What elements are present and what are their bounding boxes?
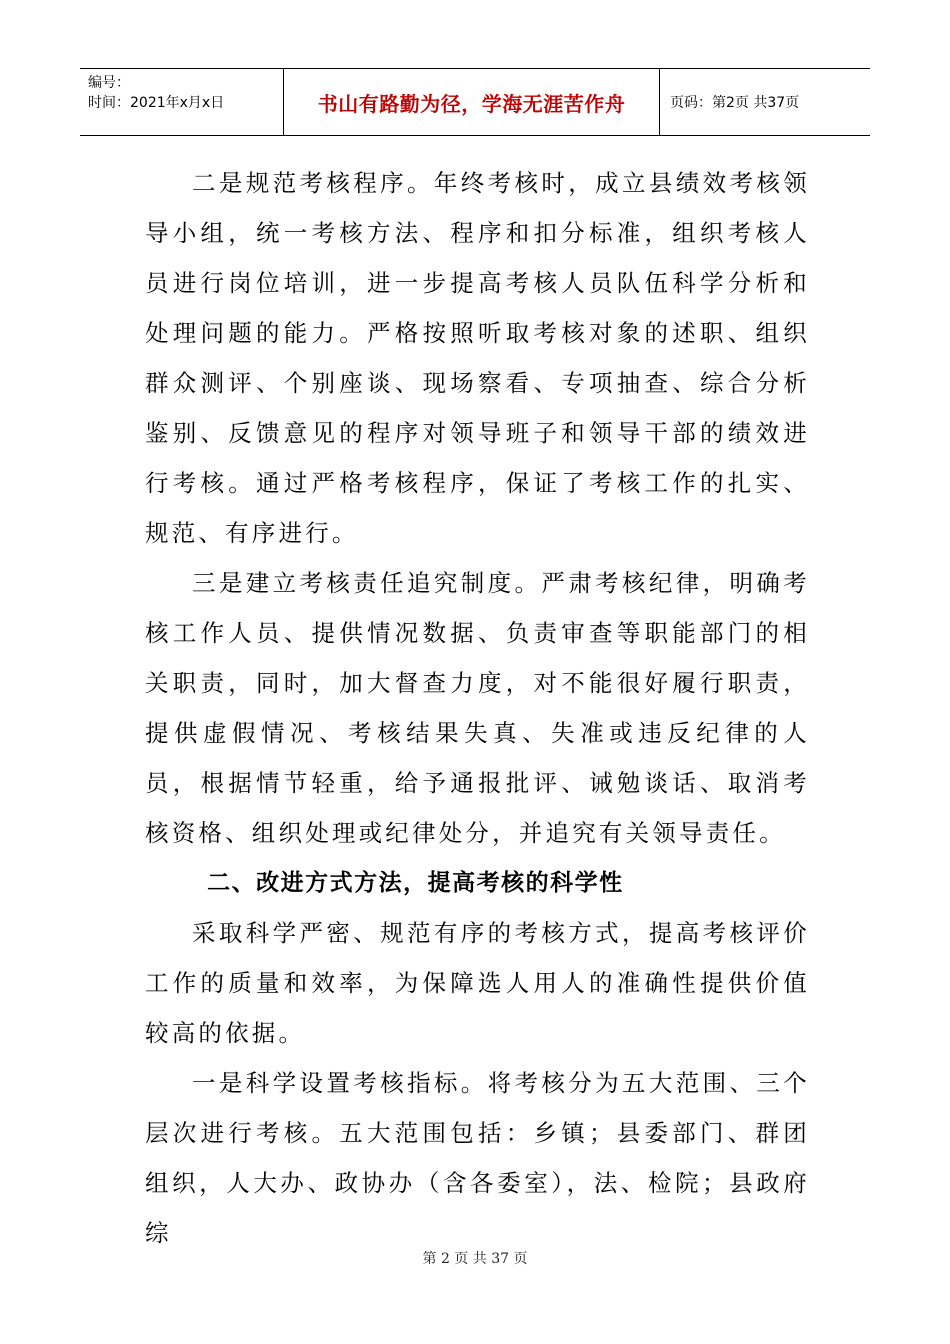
document-body [145, 158, 810, 1258]
paragraph-method-intro: 采取科学严密、规范有序的考核方式，提高考核评价工作的质量和效率，为保障选人用人的准确性提供价值较高的依据。 [145, 919, 810, 1047]
header-meta [80, 69, 284, 135]
motto-text: 书山有路勤为径，学海无涯苦作舟 [317, 91, 626, 116]
page-footer: 第 2 页 共 37 页 [422, 1251, 528, 1267]
section-heading: 二、改进方式方法，提高考核的科学性 [207, 870, 624, 896]
page-info: 页码：第2页 共37页 [670, 95, 800, 111]
paragraph-accountability: 三是建立考核责任追究制度。严肃考核纪律，明确考核工作人员、提供情况数据、负责审查等职能部门的相关职责，同时，加大督查力度，对不能很好履行职责，提供虚假情况、考核结果失真、失准或违反纪律的人员，根据情节轻重，给予通报批评、诫勉谈话、取消考核资格、组织处理或纪律处分，并追究有关领导责任。 [145, 569, 810, 847]
header-page-cell [660, 69, 870, 135]
paragraph-indicators: 一是科学设置考核指标。将考核分为五大范围、三个层次进行考核。五大范围包括：乡镇；县委部门、群团组织，人大办、政协办（含各委室），法、检院；县政府综 [145, 1069, 810, 1247]
time-label: 时间：2021年x月x日 [88, 95, 225, 111]
document-header [80, 68, 870, 136]
paragraph-procedure: 二是规范考核程序。年终考核时，成立县绩效考核领导小组，统一考核方法、程序和扣分标准，组织考核人员进行岗位培训，进一步提高考核人员队伍科学分析和处理问题的能力。严格按照听取考核对象的述职、组织群众测评、个别座谈、现场察看、专项抽查、综合分析鉴别、反馈意见的程序对领导班子和领导干部的绩效进行考核。通过严格考核程序，保证了考核工作的扎实、规范、有序进行。 [145, 169, 810, 547]
header-motto-cell [284, 69, 660, 135]
doc-number-label: 编号： [88, 75, 130, 91]
